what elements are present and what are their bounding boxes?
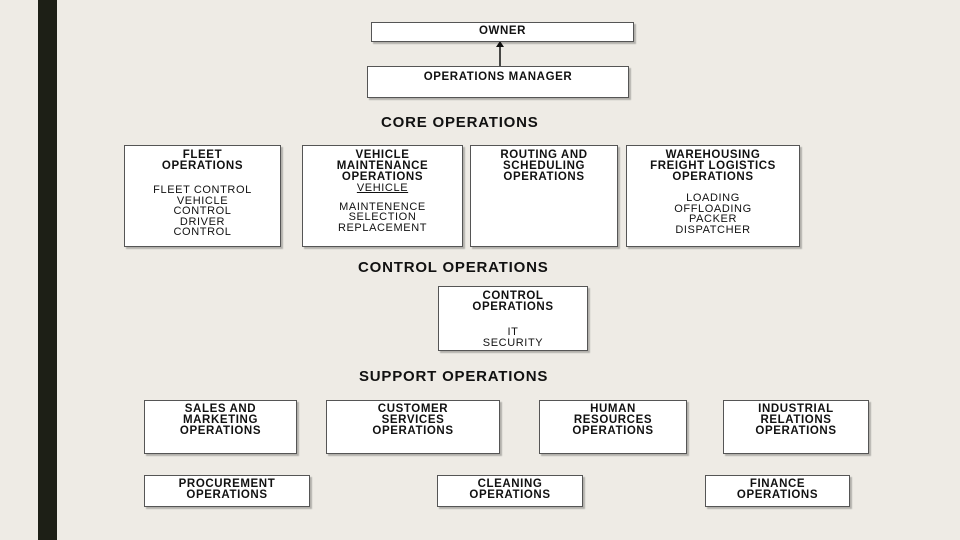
manager-box [367,66,629,98]
vehicle-maintenance-item: SELECTION [348,211,417,223]
industrial-relations-box [723,400,869,454]
fleet-item: CONTROL [173,226,232,238]
side-accent-bar [38,0,57,540]
finance-title: FINANCE OPERATIONS [736,478,819,501]
control-operations-title: CONTROL OPERATIONS [472,290,554,313]
warehousing-item: DISPATCHER [675,223,751,236]
core-section-title: CORE OPERATIONS [381,114,539,131]
customer-services-title: CUSTOMER SERVICES OPERATIONS [372,403,454,437]
cleaning-title: CLEANING OPERATIONS [469,478,551,501]
routing-scheduling-box [470,145,618,247]
vehicle-maintenance-box [302,145,463,247]
fleet-operations-box [124,145,281,247]
industrial-relations-title: INDUSTRIAL RELATIONS OPERATIONS [755,403,837,437]
routing-scheduling-title: ROUTING AND SCHEDULING OPERATIONS [500,149,588,183]
control-item: IT [507,326,519,338]
fleet-item: VEHICLE [176,194,229,207]
vehicle-maintenance-underlined-item: VEHICLE [356,182,409,194]
warehousing-item: OFFLOADING [674,202,752,215]
manager-title: OPERATIONS MANAGER [423,71,573,83]
warehousing-box [626,145,800,247]
control-section-title: CONTROL OPERATIONS [358,259,549,276]
support-section-title: SUPPORT OPERATIONS [359,368,549,385]
finance-box [705,475,850,507]
procurement-box [144,475,310,507]
human-resources-title: HUMAN RESOURCES OPERATIONS [572,403,654,437]
fleet-item: DRIVER [179,215,226,228]
procurement-title: PROCUREMENT OPERATIONS [178,478,276,501]
fleet-item: CONTROL [173,205,232,217]
fleet-operations-title: FLEET OPERATIONS [161,149,244,172]
sales-marketing-box [144,400,297,454]
control-item: SECURITY [482,336,544,349]
warehousing-item: LOADING [686,192,740,204]
org-chart [57,0,960,540]
warehousing-item: PACKER [688,213,738,225]
owner-box [371,22,634,42]
vehicle-maintenance-item: MAINTENENCE [339,200,426,213]
cleaning-box [437,475,583,507]
fleet-item: FLEET CONTROL [153,184,252,196]
vehicle-maintenance-title: VEHICLE MAINTENANCE OPERATIONS [336,149,429,183]
vehicle-maintenance-item: REPLACEMENT [337,221,428,234]
warehousing-title: WAREHOUSING FREIGHT LOGISTICS OPERATIONS [650,149,776,183]
control-operations-box [438,286,588,351]
customer-services-box [326,400,500,454]
sales-marketing-title: SALES AND MARKETING OPERATIONS [179,403,262,437]
human-resources-box [539,400,687,454]
owner-title: OWNER [478,25,527,37]
